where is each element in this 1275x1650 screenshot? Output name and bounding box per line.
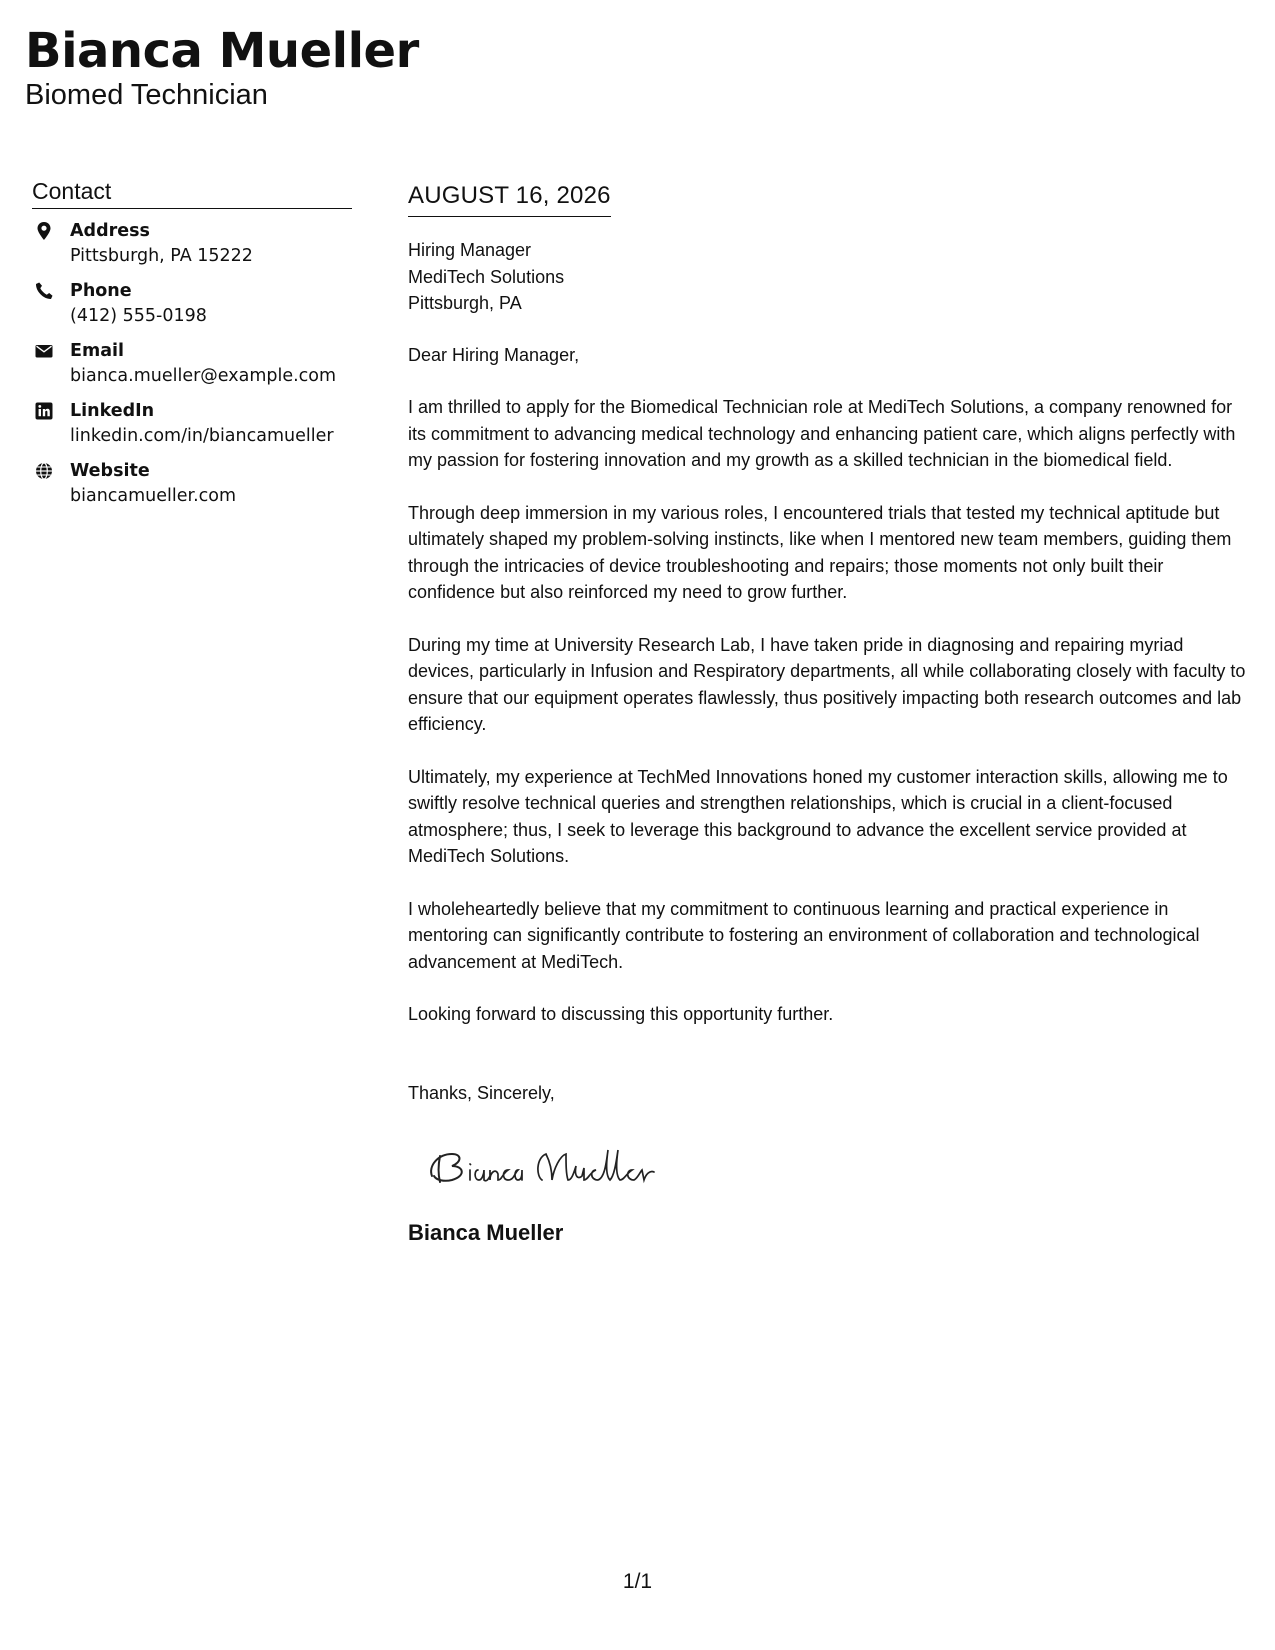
applicant-name: Bianca Mueller [25,23,419,79]
recipient-line: Hiring Manager [408,240,532,260]
phone-value: (412) 555-0198 [70,306,207,326]
map-pin-icon [34,221,54,241]
recipient-line: MediTech Solutions [408,266,565,287]
contact-label: LinkedIn [70,401,155,421]
contact-label: Phone [70,281,132,301]
contact-label: Address [70,221,150,241]
letter-paragraph: During my time at University Research Lab, I have taken pride in diagnosing and repairing myriad devices, particularly in Infusion and Respiratory departments, all while collaborating closely with faculty to ensure that our equipment operates flawlessly, thus positively impacting both research outcomes and lab efficiency. [408,634,1246,734]
contact-sidebar [32,176,352,519]
contact-item-address [32,219,352,269]
letter-date: AUGUST 16, 2026 [408,178,611,217]
contact-item-linkedin [32,399,352,449]
recipient-block [408,237,1253,317]
linkedin-icon [34,401,54,421]
contact-label: Email [70,341,124,361]
page-number: 1/1 [622,1570,653,1593]
letter-paragraph: I am thrilled to apply for the Biomedical Technician role at MediTech Solutions, a company renowned for its commitment to advancing medical technology and enhancing patient care, which aligns perfectly with my passion for fostering innovation and my growth as a skilled technician in the biomedical field. [408,397,1236,470]
linkedin-value: linkedin.com/in/biancamueller [70,426,334,446]
handwritten-signature [418,1136,678,1196]
signer-name: Bianca Mueller [408,1220,564,1245]
website-value: biancamueller.com [70,486,237,506]
header [25,22,419,112]
letter-body [408,178,1253,1247]
letter-paragraph: Through deep immersion in my various roles, I encountered trials that tested my technical aptitude but ultimately shaped my problem-solving instincts, like when I mentored new team members, guiding them through the intricacies of device troubleshooting and repairs; those moments not only built their confidence but also reinforced my need to grow further. [408,502,1232,602]
envelope-icon [34,341,54,361]
contact-list [32,219,352,509]
contact-item-email [32,339,352,389]
email-value: bianca.mueller@example.com [70,366,337,386]
salutation: Dear Hiring Manager, [408,344,580,365]
phone-icon [34,281,54,301]
closing: Thanks, Sincerely, [408,1082,555,1103]
contact-heading: Contact [32,176,352,209]
letter-paragraph: I wholeheartedly believe that my commitment to continuous learning and practical experience in mentoring can significantly contribute to fostering an environment of collaboration and technological advancement at MediTech. [408,898,1200,972]
letter-paragraph: Looking forward to discussing this opportunity further. [408,1004,834,1024]
contact-label: Website [70,461,150,481]
contact-item-website [32,459,352,509]
address-value: Pittsburgh, PA 15222 [70,246,253,266]
recipient-line: Pittsburgh, PA [408,293,522,313]
contact-item-phone [32,279,352,329]
globe-icon [34,461,54,481]
job-title: Biomed Technician [25,79,268,111]
letter-paragraph: Ultimately, my experience at TechMed Innovations honed my customer interaction skills, allowing me to swiftly resolve technical queries and strengthen relationships, which is crucial in a client-focused atmosphere; thus, I seek to leverage this background to advance the excellent service provided at MediTech Solutions. [408,766,1228,866]
